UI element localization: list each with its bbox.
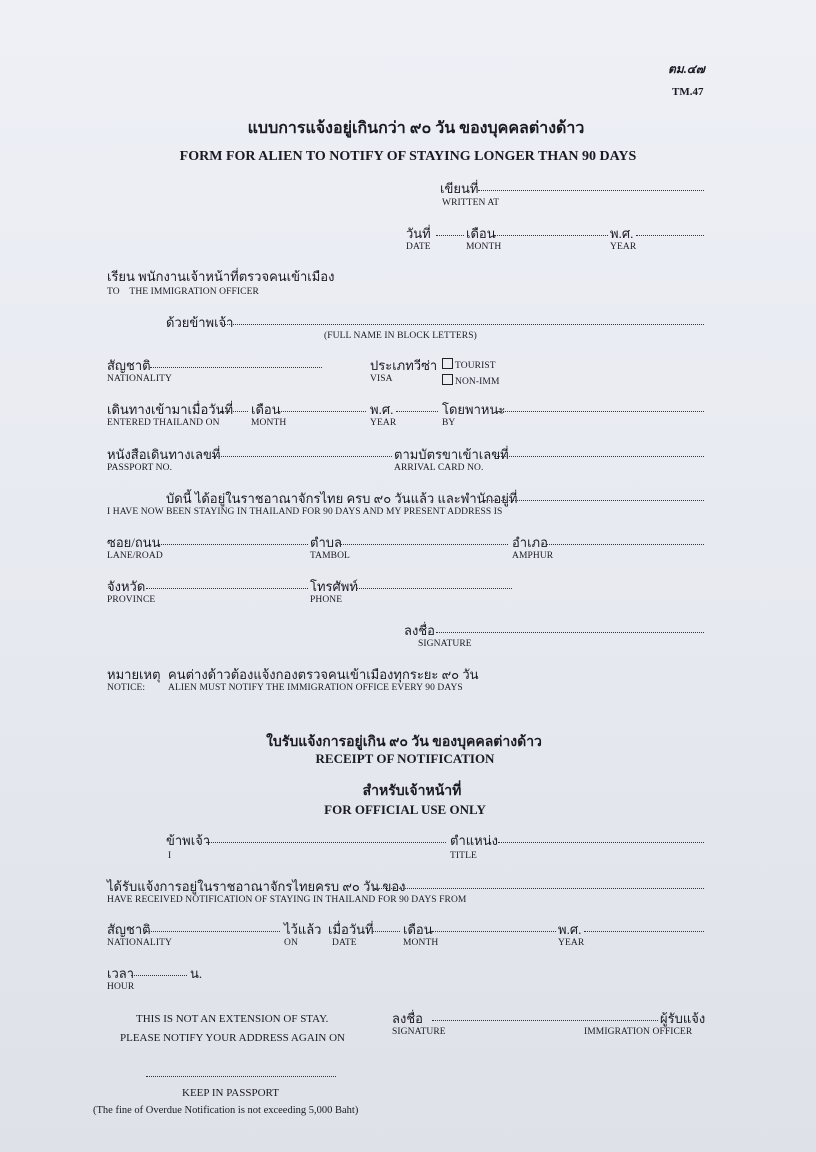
receipt-day-field[interactable] [372, 931, 400, 932]
date-day-field[interactable] [436, 235, 464, 236]
receiver-label-thai: ผู้รับแจ้ง [660, 1011, 706, 1026]
passport-label-thai: หนังสือเดินทางเลขที่ [107, 447, 221, 462]
receipt-month-label-thai: เดือน [403, 922, 433, 937]
signature-label-thai: ลงชื่อ [404, 623, 435, 638]
receipt-nationality-label-thai: สัญชาติ [107, 922, 151, 937]
entered-by-label: BY [442, 418, 456, 428]
date-year-label-thai: พ.ศ. [610, 226, 634, 241]
non-imm-label: NON-IMM [455, 377, 500, 387]
signature-label: SIGNATURE [418, 639, 472, 649]
date-month-field[interactable] [494, 235, 608, 236]
written-at-field[interactable] [478, 190, 704, 191]
entered-year-label-thai: พ.ศ. [370, 402, 394, 417]
date-label: DATE [406, 242, 431, 252]
entered-month-field[interactable] [278, 411, 366, 412]
form-code: TM.47 [672, 86, 704, 98]
receipt-date-label: DATE [332, 938, 357, 948]
phone-field[interactable] [356, 588, 512, 589]
time-unit-thai: น. [190, 966, 203, 981]
notice-label: NOTICE: [107, 683, 146, 693]
time-field[interactable] [131, 975, 187, 976]
entered-year-label: YEAR [370, 418, 397, 428]
tambol-label: TAMBOL [310, 551, 350, 561]
full-name-field[interactable] [224, 324, 704, 325]
tambol-field[interactable] [340, 544, 508, 545]
written-at-label-thai: เขียนที่ [440, 181, 479, 196]
official-use-thai: สำหรับเจ้าหน้าที่ [362, 784, 462, 799]
receipt-on-label-thai: ไว้แล้ว [284, 922, 322, 937]
receipt-date-label-thai: เมื่อวันที่ [328, 922, 374, 937]
passport-number-field[interactable] [212, 456, 392, 457]
amphur-label: AMPHUR [512, 551, 554, 561]
officer-title-label: TITLE [450, 851, 477, 861]
receipt-title: RECEIPT OF NOTIFICATION [315, 751, 495, 766]
date-label-thai: วันที่ [406, 226, 431, 241]
lane-label-thai: ซอย/ถนน [107, 535, 161, 550]
signature-field[interactable] [436, 632, 704, 633]
date-month-label: MONTH [466, 242, 502, 252]
entered-day-field[interactable] [220, 411, 248, 412]
time-label-thai: เวลา [107, 966, 135, 981]
notice-text-thai: คนต่างด้าวต้องแจ้งกองตรวจคนเข้าเมืองทุกระยะ ๙๐ วัน [168, 667, 479, 682]
receipt-year-field[interactable] [584, 931, 704, 932]
nationality-field[interactable] [150, 367, 322, 368]
hour-label: HOUR [107, 982, 135, 992]
receipt-i-label-thai: ข้าพเจ้า [166, 833, 211, 848]
official-use-label: FOR OFFICIAL USE ONLY [324, 802, 486, 817]
entered-by-label-thai: โดยพาหนะ [442, 402, 506, 417]
lane-road-field[interactable] [158, 544, 308, 545]
amphur-field[interactable] [546, 544, 704, 545]
tambol-label-thai: ตำบล [310, 535, 342, 550]
receipt-on-label: ON [284, 938, 298, 948]
arrival-card-field[interactable] [494, 456, 704, 457]
receipt-i-label: I [168, 851, 172, 861]
receipt-year-label-thai: พ.ศ. [558, 922, 582, 937]
entered-label: ENTERED THAILAND ON [107, 418, 220, 428]
receipt-month-field[interactable] [432, 931, 556, 932]
receipt-signature-label: SIGNATURE [392, 1027, 446, 1037]
phone-label-thai: โทรศัพท์ [310, 579, 358, 594]
notice-label-thai: หมายเหตุ [107, 667, 161, 682]
lane-label: LANE/ROAD [107, 551, 163, 561]
received-statement-thai: ได้รับแจ้งการอยู่ในราชอาณาจักรไทยครบ ๙๐ วัน ของ [107, 879, 406, 894]
receipt-signature-label-thai: ลงชื่อ [392, 1011, 423, 1026]
visa-label: VISA [370, 374, 393, 384]
not-extension-notice: THIS IS NOT AN EXTENSION OF STAY. [136, 1013, 329, 1025]
tourist-label: TOURIST [455, 361, 496, 371]
name-label-thai: ด้วยข้าพเจ้า [166, 315, 234, 330]
date-year-field[interactable] [636, 235, 704, 236]
entered-label-thai: เดินทางเข้ามาเมื่อวันที่ [107, 402, 234, 417]
receipt-title-thai: ใบรับแจ้งการอยู่เกิน ๙๐ วัน ของบุคคลต่างด้าว [266, 735, 542, 750]
form-title-thai: แบบการแจ้งอยู่เกินกว่า ๙๐ วัน ของบุคคลต่างด้าว [247, 120, 585, 137]
staying-statement: I HAVE NOW BEEN STAYING IN THAILAND FOR 90 DAYS AND MY PRESENT ADDRESS IS [107, 507, 503, 517]
to-label-thai: เรียน พนักงานเจ้าหน้าที่ตรวจคนเข้าเมือง [107, 269, 335, 284]
phone-label: PHONE [310, 595, 343, 605]
receipt-month-label: MONTH [403, 938, 439, 948]
nationality-label-thai: สัญชาติ [107, 358, 151, 373]
present-address-field[interactable] [484, 500, 704, 501]
officer-signature-field[interactable] [432, 1020, 658, 1021]
amphur-label-thai: อำเภอ [512, 535, 548, 550]
to-label: TO THE IMMIGRATION OFFICER [107, 287, 259, 297]
tourist-checkbox[interactable] [442, 358, 453, 369]
receipt-nationality-label: NATIONALITY [107, 938, 172, 948]
form-title: FORM FOR ALIEN TO NOTIFY OF STAYING LONGER THAN 90 DAYS [179, 149, 637, 164]
entered-month-label: MONTH [251, 418, 287, 428]
received-from-field[interactable] [374, 888, 704, 889]
arrival-card-label-thai: ตามบัตรขาเข้าเลขที่ [394, 447, 509, 462]
entered-month-label-thai: เดือน [251, 402, 281, 417]
province-label-thai: จังหวัด [107, 579, 146, 594]
staying-statement-thai: บัดนี้ ได้อยู่ในราชอาณาจักรไทย ครบ ๙๐ วันแล้ว และพำนักอยู่ที่ [166, 491, 518, 506]
immigration-officer-label: IMMIGRATION OFFICER [584, 1027, 693, 1037]
province-field[interactable] [146, 588, 308, 589]
province-label: PROVINCE [107, 595, 156, 605]
next-notify-date-field[interactable] [146, 1076, 336, 1077]
written-at-label: WRITTEN AT [442, 198, 500, 208]
non-imm-checkbox[interactable] [442, 374, 453, 385]
date-year-label: YEAR [610, 242, 637, 252]
form-code-thai: ตม.๔๗ [668, 62, 705, 76]
officer-title-label-thai: ตำแหน่ง [450, 833, 498, 848]
arrival-card-label: ARRIVAL CARD NO. [394, 463, 484, 473]
notify-again-notice: PLEASE NOTIFY YOUR ADDRESS AGAIN ON [120, 1032, 346, 1044]
passport-label: PASSPORT NO. [107, 463, 173, 473]
vehicle-field[interactable] [498, 411, 704, 412]
entered-year-field[interactable] [396, 411, 438, 412]
full-name-label: (FULL NAME IN BLOCK LETTERS) [324, 331, 477, 341]
received-statement: HAVE RECEIVED NOTIFICATION OF STAYING IN THAILAND FOR 90 DAYS FROM [107, 895, 467, 905]
date-month-label-thai: เดือน [466, 226, 496, 241]
keep-in-passport-label: KEEP IN PASSPORT [182, 1087, 279, 1099]
visa-tourist-option[interactable] [442, 358, 496, 371]
officer-name-field[interactable] [206, 842, 446, 843]
nationality-label: NATIONALITY [107, 374, 172, 384]
notice-text: ALIEN MUST NOTIFY THE IMMIGRATION OFFICE EVERY 90 DAYS [168, 683, 463, 693]
receipt-year-label: YEAR [558, 938, 585, 948]
receipt-nationality-field[interactable] [146, 931, 280, 932]
visa-nonimm-option[interactable] [442, 374, 500, 387]
overdue-fine-notice: (The fine of Overdue Notification is not exceeding 5,000 Baht) [93, 1105, 359, 1116]
officer-title-field[interactable] [498, 842, 704, 843]
visa-label-thai: ประเภทวีซ่า [370, 358, 438, 373]
